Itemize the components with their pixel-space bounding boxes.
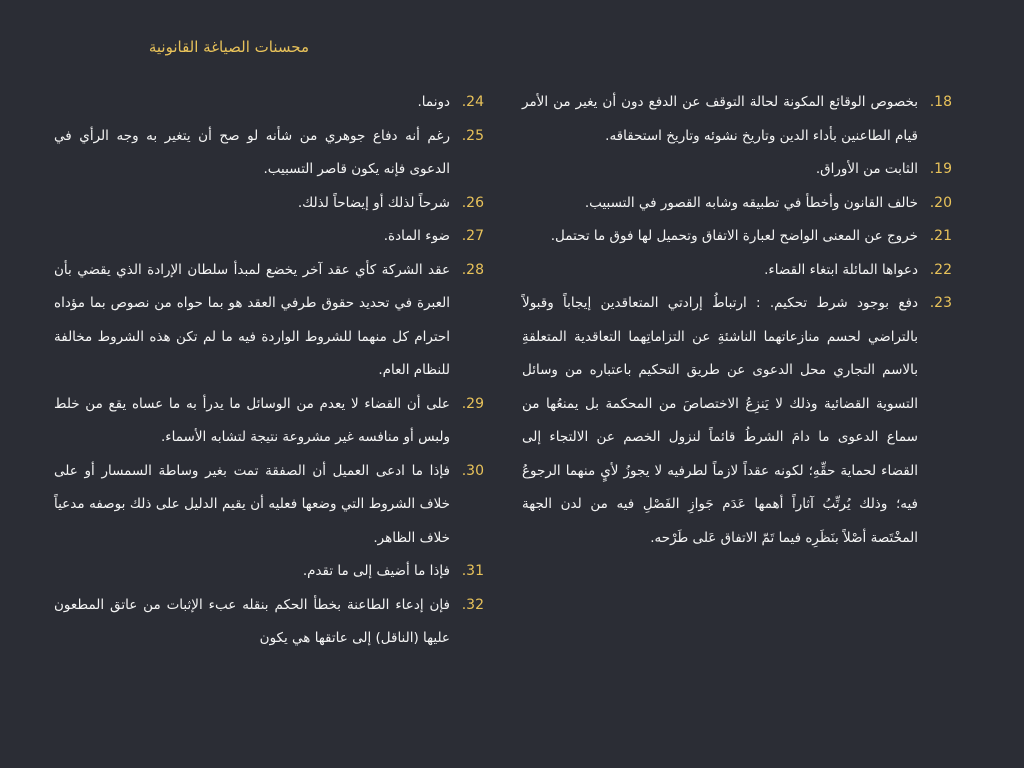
note-item [522,220,952,254]
note-text: بخصوص الوقائع المكونة لحالة التوقف عن الدفع دون أن يغير من الأمر قيام الطاعنين بأداء الدين وتاريخ نشوئه وتاريخ استحقاقه. [522,94,918,144]
note-number: 25. [461,127,484,144]
notes-column-left [54,86,484,656]
note-item [54,187,484,221]
note-item [54,86,484,120]
note-number: 23. [929,295,952,311]
note-number: 30. [461,462,484,479]
note-number: 21. [929,228,952,244]
note-number: 24. [461,94,484,110]
note-item [522,254,952,288]
note-item [522,187,952,221]
note-text: على أن القضاء لا يعدم من الوسائل ما يدرأ به ما عساه يقع من خلط ولبس أو منافسه غير مشروعة نتيجة لتشابه الأسماء. [54,395,450,445]
note-item [54,388,484,455]
note-item [54,555,484,589]
page-title: محسنات الصياغة القانونية [148,38,309,56]
note-text: دعواها المائلة ابتغاء القضاء. [764,261,918,278]
note-number: 32. [461,596,484,613]
note-text: دفع بوجود شرط تحكيم. : ارتباطُ إرادتي المتعاقدين إيجاباً وقبولاً بالتراضي لحسم منازعاتهما الناشئةِ عن التزاماتِهما التعاقدية المتعلقةِ بالاسم التجاري محل الدعوى عن طريق التحكيم باعتباره من وسائل التسوية القضائية وذلك لا يَنزِعُ الاختصاصَ من المحكمة بل يمنعُها من سماع الدعوى ما دامَ الشرطُ قائماً لنزول الخصم عن الالتجاء إلى القضاء لحماية حقِّهِ؛ لكونه عقداً لازماً لطرفيه لا يجوزُ لأيٍ منهما الرجوعُ فيه؛ وذلك يُرتِّبُ آثاراً أهمها عَدَم جَوازِ الفَصْلِ فيه من لدن الجهة المخْتَصة أصْلاً بنَظَرِه فيما تَمّ الاتفاق عَلى طَرْحه. [522,295,918,546]
note-text: فإن إدعاء الطاعنة بخطأ الحكم بنقله عبء الإثبات من عاتق المطعون عليها (الناقل) إلى عاتقها هي يكون [54,596,450,646]
note-item [54,254,484,388]
note-number: 26. [461,194,484,211]
note-item [54,455,484,556]
note-text: شرحاً لذلك أو إيضاحاً لذلك. [297,194,450,211]
note-item [54,120,484,187]
note-item [522,86,952,153]
note-number: 19. [929,161,952,177]
note-text: الثابت من الأوراق. [815,161,918,177]
note-number: 18. [929,94,952,110]
note-text: دونما. [417,94,450,110]
note-number: 29. [461,395,484,412]
note-item [522,287,952,555]
note-number: 22. [929,261,952,278]
note-item [522,153,952,187]
note-text: ضوء المادة. [383,228,450,244]
note-number: 31. [461,563,484,579]
note-text: رغم أنه دفاع جوهري من شأنه لو صح أن يتغير به وجه الرأي في الدعوى فإنه يكون قاصر التسبيب. [54,127,450,177]
note-text: عقد الشركة كأي عقد آخر يخضع لمبدأ سلطان الإرادة الذي يقضي بأن العبرة في تحديد حقوق طرفي العقد هو بما حواه من نصوص بما مؤداه احترام كل منهما للشروط الواردة فيه ما لم تكن هذه الشروط مخالفة للنظام العام. [54,261,450,378]
note-number: 28. [461,261,484,278]
note-text: فإذا ما أضيف إلى ما تقدم. [302,563,450,579]
note-text: خالف القانون وأخطأ في تطبيقه وشابه القصور في التسبيب. [584,194,918,211]
note-number: 27. [461,228,484,244]
note-text: خروج عن المعنى الواضح لعبارة الاتفاق وتحميل لها فوق ما تحتمل. [550,228,918,244]
note-number: 20. [929,194,952,211]
notes-column-right [522,86,952,555]
note-item [54,220,484,254]
note-text: فإذا ما ادعى العميل أن الصفقة تمت بغير وساطة السمسار أو على خلاف الشروط التي وضعها فعليه أن يقيم الدليل على ذلك بوصفه مدعياً خلاف الظاهر. [54,462,450,546]
note-item [54,589,484,656]
